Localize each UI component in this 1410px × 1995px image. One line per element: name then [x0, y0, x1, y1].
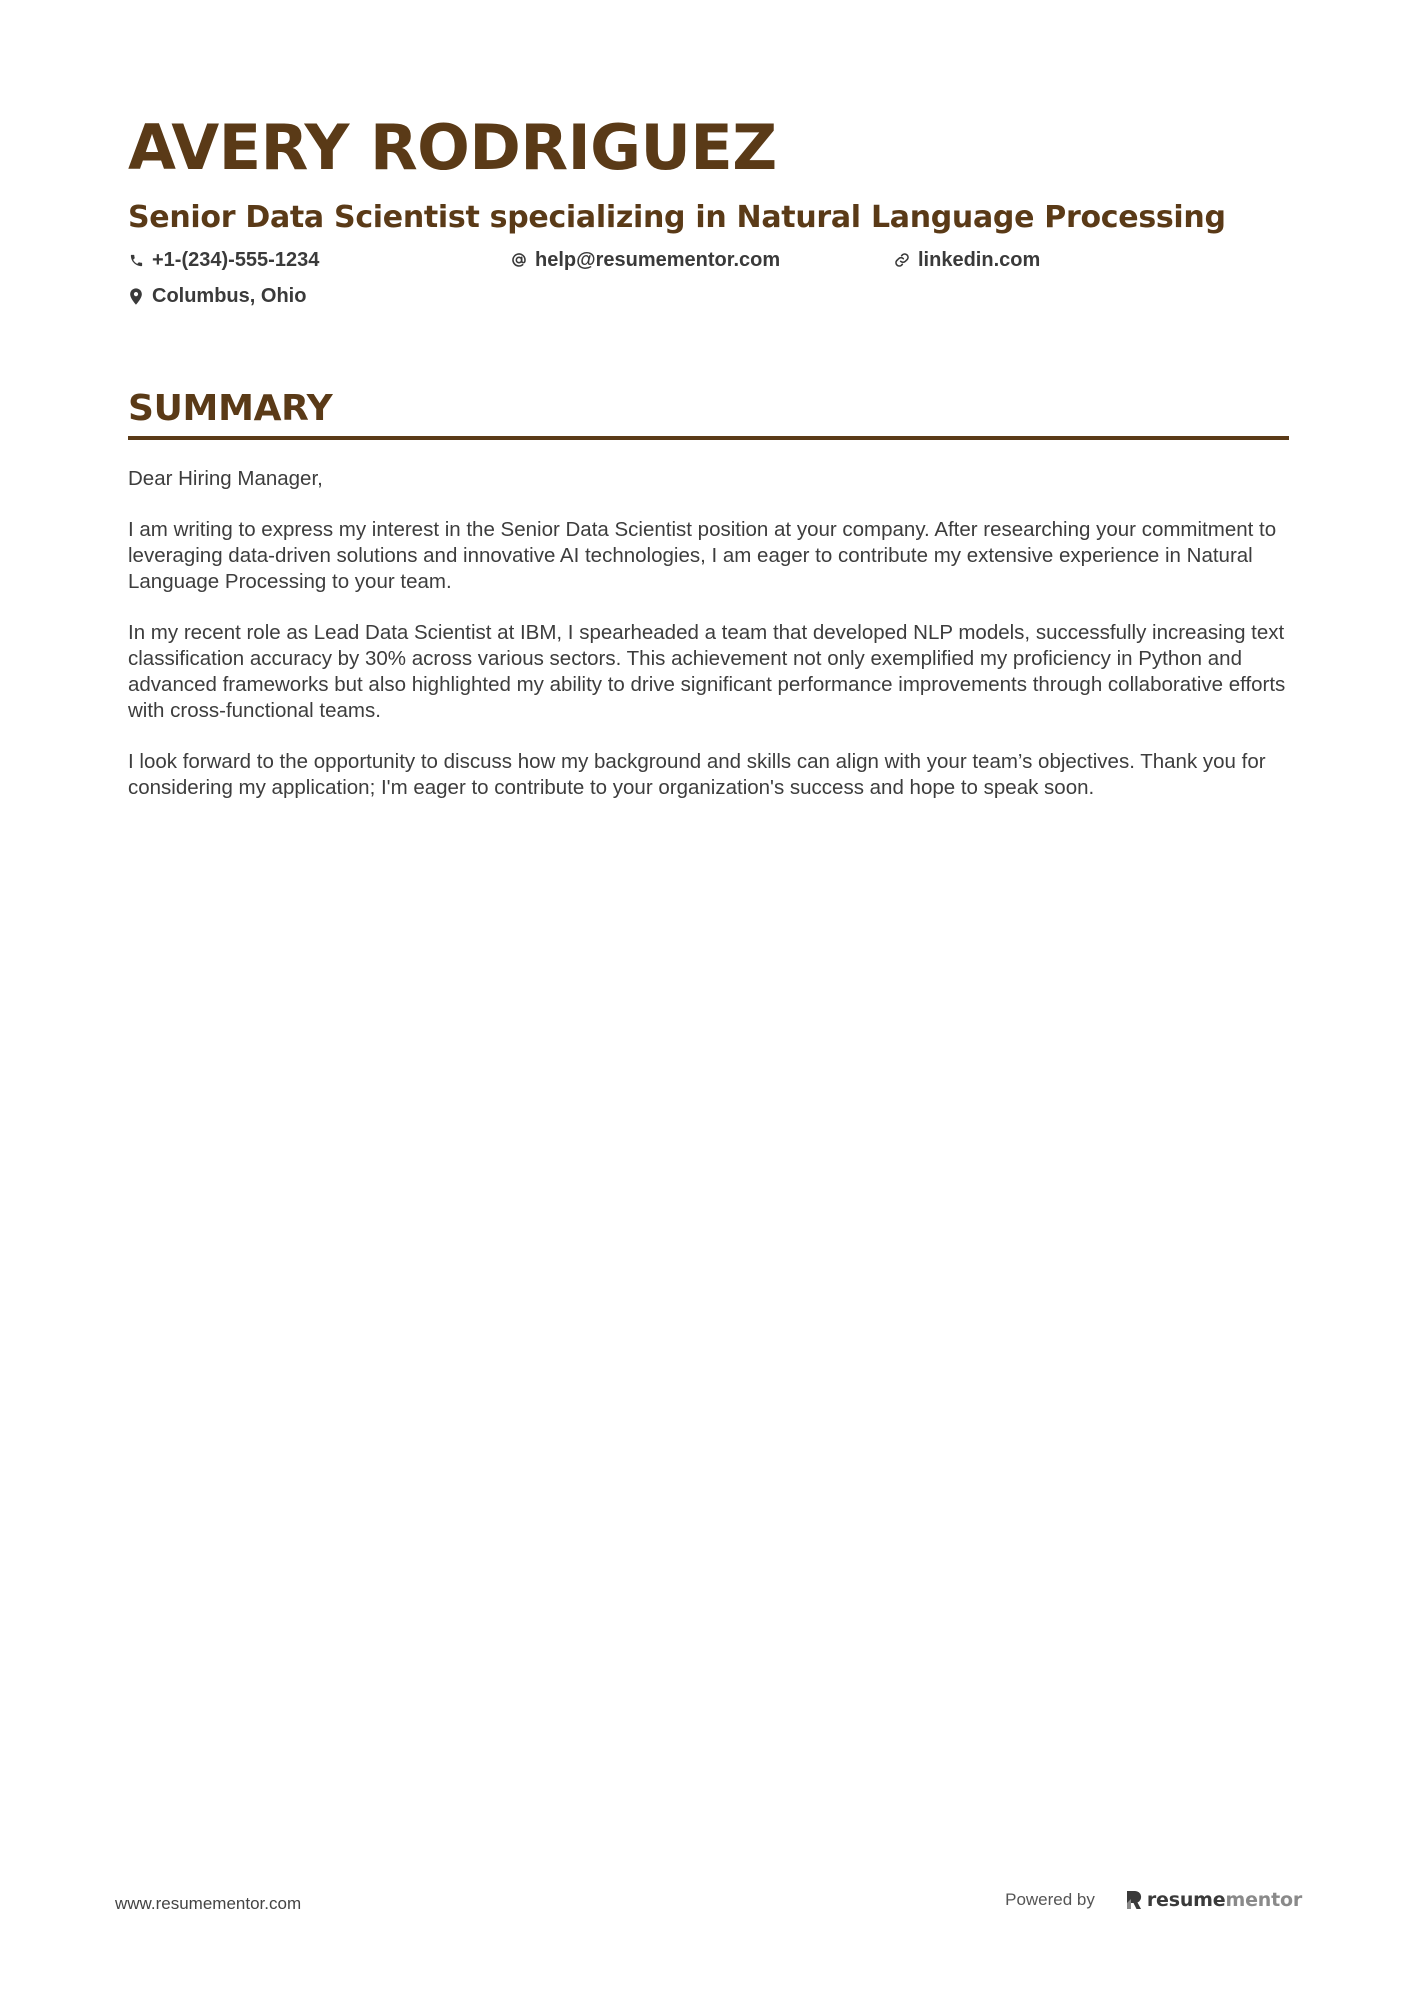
- at-sign-icon: [511, 252, 527, 268]
- brand-logo[interactable]: [1125, 1889, 1302, 1911]
- link-icon: [894, 252, 910, 268]
- contact-location: [128, 282, 306, 310]
- powered-by-text: Powered by: [1005, 1890, 1095, 1909]
- location-pin-icon: [128, 288, 144, 304]
- brand-name-part2: mentor: [1225, 1889, 1302, 1911]
- footer-website[interactable]: www.resumementor.com: [115, 1894, 302, 1913]
- salutation: Dear Hiring Manager,: [128, 467, 323, 490]
- brand-name-part1: resume: [1146, 1889, 1226, 1911]
- resume-header: [128, 108, 1288, 326]
- section-title: SUMMARY: [128, 388, 333, 429]
- contact-info: [128, 246, 1288, 326]
- section-divider: [128, 436, 1289, 440]
- summary-body: [128, 466, 1289, 801]
- brand-mark-icon: [1125, 1890, 1143, 1910]
- paragraph: In my recent role as Lead Data Scientist at IBM, I spearheaded a team that developed NLP models, successfully increasing text classification accuracy by 30% across various sectors. This achievement not only exemplified my proficiency in Python and advanced frameworks but also highlighted my ability to drive significant performance improvements through collaborative efforts with cross-functional teams.: [128, 621, 1286, 722]
- footer-branding: [1005, 1889, 1302, 1911]
- contact-email[interactable]: [511, 246, 780, 274]
- contact-phone: [128, 246, 319, 274]
- location-text: Columbus, Ohio: [152, 285, 307, 307]
- phone-text: +1-(234)-555-1234: [152, 249, 320, 271]
- paragraph: I am writing to express my interest in the Senior Data Scientist position at your company. After researching your commitment to leveraging data-driven solutions and innovative AI technologies, I am eager to contribute my extensive experience in Natural Language Processing to your team.: [128, 518, 1277, 593]
- contact-link[interactable]: [894, 246, 1040, 274]
- summary-section: [128, 386, 1289, 826]
- candidate-name: AVERY RODRIGUEZ: [128, 111, 777, 184]
- phone-icon: [128, 252, 144, 268]
- candidate-headline: Senior Data Scientist specializing in Natural Language Processing: [128, 200, 1226, 235]
- paragraph: I look forward to the opportunity to discuss how my background and skills can align with your team’s objectives. Thank you for considering my application; I'm eager to contribute to your organization's success and hope to speak soon.: [128, 750, 1266, 799]
- link-text: linkedin.com: [918, 249, 1041, 271]
- email-text: help@resumementor.com: [535, 249, 781, 271]
